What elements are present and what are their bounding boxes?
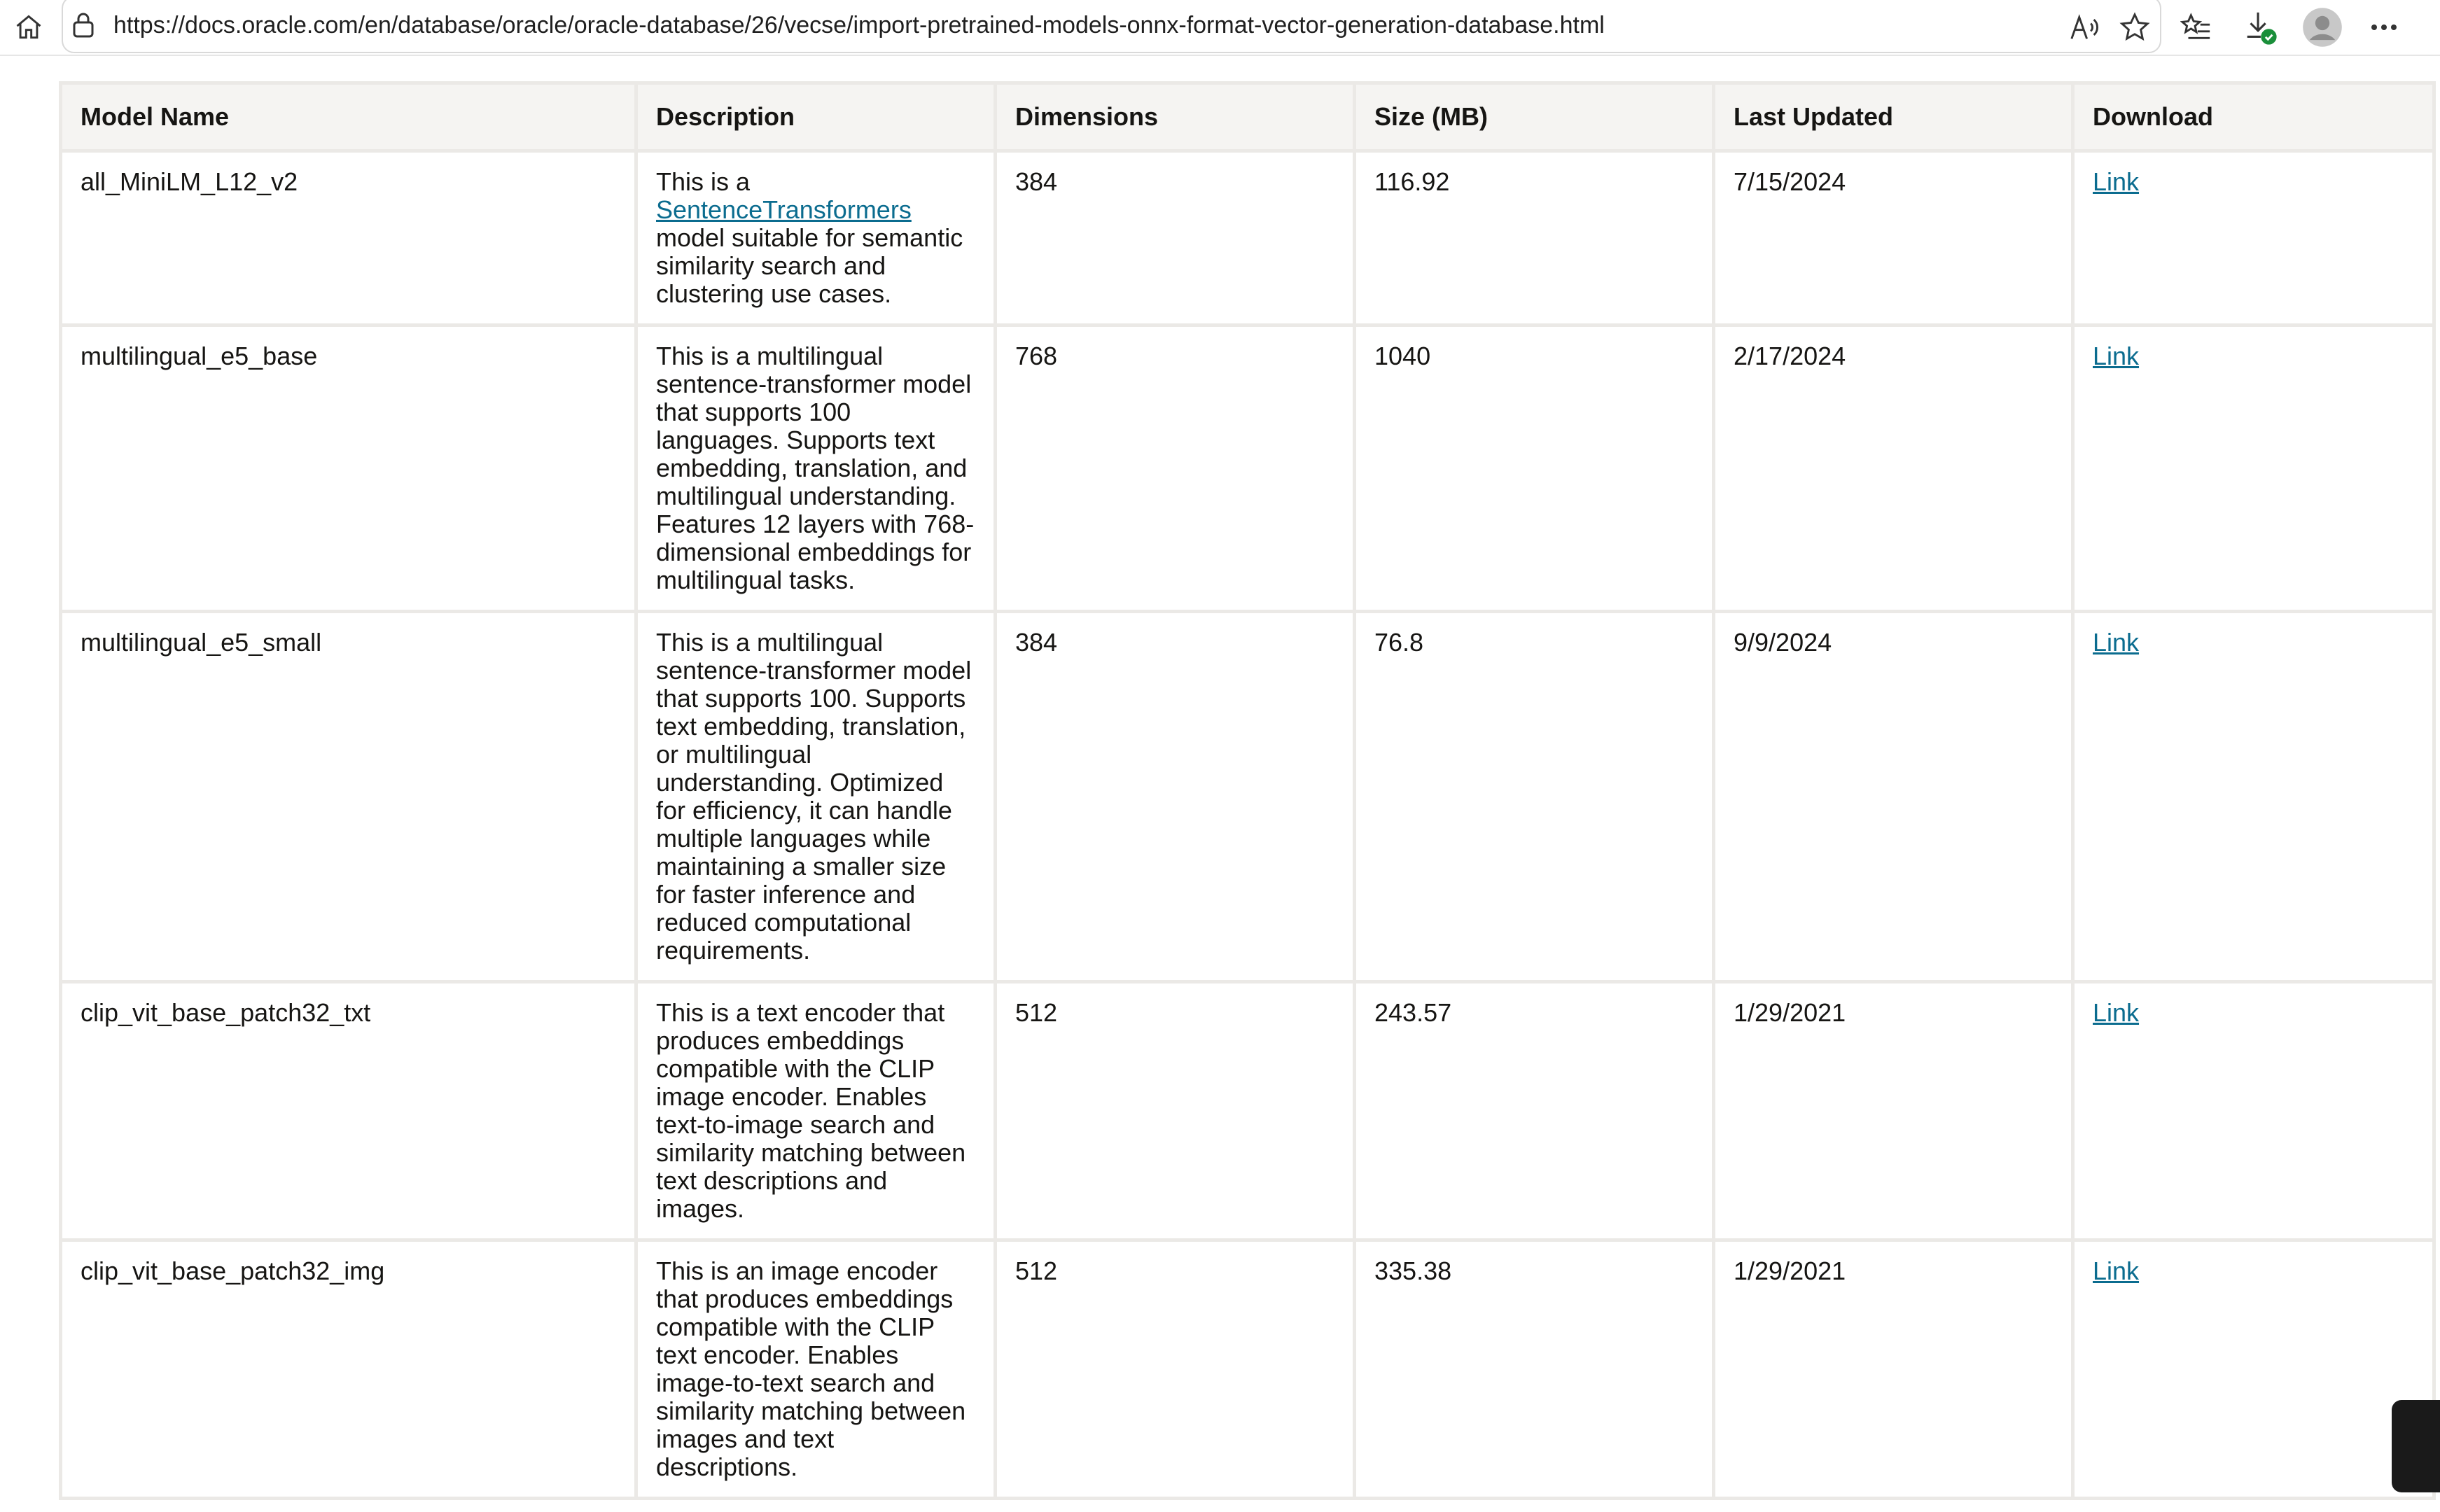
lock-icon[interactable] [71,11,95,39]
favorite-star-icon[interactable] [2113,6,2156,49]
sentence-transformers-link[interactable]: SentenceTransformers [656,195,912,224]
last-updated-cell: 9/9/2024 [1714,612,2073,982]
more-menu-icon[interactable] [2362,6,2406,49]
table-row [61,151,2434,326]
model-name-cell: all_MiniLM_L12_v2 [61,151,636,326]
read-aloud-icon[interactable] [2063,6,2106,49]
favorites-list-icon[interactable] [2175,6,2218,49]
table-row [61,1240,2434,1499]
download-link[interactable]: Link [2093,1256,2140,1285]
url-text[interactable]: https://docs.oracle.com/en/database/oracle/oracle-database/26/vecse/import-pretrained-models-onnx-format-vector-generation-database.html [113,12,1605,38]
last-updated-cell: 1/29/2021 [1714,982,2073,1240]
header-size: Size (MB) [1355,83,1714,151]
description-cell: This is a text encoder that produces embeddings compatible with the CLIP image encoder. Enables text-to-image search and similarity matching between text descriptions and images. [636,982,996,1240]
browser-toolbar [0,0,2440,56]
download-link[interactable]: Link [2093,167,2140,196]
dimensions-cell: 512 [996,1240,1355,1499]
download-cell [2073,612,2434,982]
profile-avatar-icon[interactable] [2301,6,2344,49]
download-link[interactable]: Link [2093,342,2140,370]
home-icon[interactable] [7,6,50,49]
model-name-cell: multilingual_e5_base [61,326,636,612]
header-description: Description [636,83,996,151]
description-cell: This is an image encoder that produces embeddings compatible with the CLIP text encoder. Enables image-to-text search and similarity matching between images and text descriptions. [636,1240,996,1499]
size-cell: 243.57 [1355,982,1714,1240]
header-model-name: Model Name [61,83,636,151]
last-updated-cell: 1/29/2021 [1714,1240,2073,1499]
table-row [61,982,2434,1240]
feedback-tab[interactable] [2392,1400,2440,1492]
dimensions-cell: 384 [996,151,1355,326]
size-cell: 116.92 [1355,151,1714,326]
dimensions-cell: 768 [996,326,1355,612]
dimensions-cell: 384 [996,612,1355,982]
dimensions-cell: 512 [996,982,1355,1240]
download-cell [2073,326,2434,612]
download-cell [2073,982,2434,1240]
header-download: Download [2073,83,2434,151]
size-cell: 1040 [1355,326,1714,612]
description-cell [636,151,996,326]
description-text: This is a [656,167,751,196]
size-cell: 335.38 [1355,1240,1714,1499]
table-header-row [61,83,2434,151]
download-link[interactable]: Link [2093,998,2140,1027]
downloads-icon[interactable] [2238,6,2281,49]
size-cell: 76.8 [1355,612,1714,982]
last-updated-cell: 2/17/2024 [1714,326,2073,612]
description-cell: This is a multilingual sentence-transformer model that supports 100 languages. Supports text embedding, translation, and multilingual understanding. Features 12 layers with 768-dimensional embeddings for multilingual tasks. [636,326,996,612]
model-name-cell: multilingual_e5_small [61,612,636,982]
model-name-cell: clip_vit_base_patch32_txt [61,982,636,1240]
table-row [61,612,2434,982]
model-name-cell: clip_vit_base_patch32_img [61,1240,636,1499]
download-cell [2073,151,2434,326]
header-dimensions: Dimensions [996,83,1355,151]
description-text: model suitable for semantic similarity search and clustering use cases. [656,223,963,308]
download-link[interactable]: Link [2093,628,2140,657]
header-last-updated: Last Updated [1714,83,2073,151]
download-cell [2073,1240,2434,1499]
table-row [61,326,2434,612]
last-updated-cell: 7/15/2024 [1714,151,2073,326]
page-content [0,56,2440,1512]
models-table [59,81,2436,1500]
description-cell: This is a multilingual sentence-transformer model that supports 100. Supports text embedding, translation, or multilingual understanding. Optimized for efficiency, it can handle multiple languages while maintaining a smaller size for faster inference and reduced computational requirements. [636,612,996,982]
